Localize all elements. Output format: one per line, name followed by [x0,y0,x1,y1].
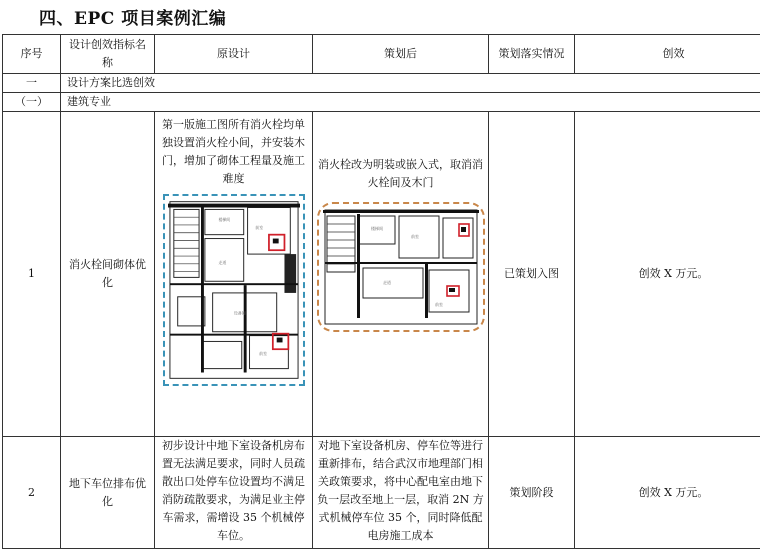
row-after: 对地下室设备机房、停车位等进行重新排布，结合武汉市地理部门相关政策要求，将中心配电室由地下负一层改至地上一层，取消 2N 方式机械停车位 35 个，同时降低配电房施工成本 [313,437,489,549]
header-original: 原设计 [155,35,313,74]
svg-text:前室: 前室 [255,225,263,230]
svg-text:前室: 前室 [435,301,443,307]
after-drawing [317,202,485,332]
section-row-2 [3,93,760,112]
svg-text:前室: 前室 [411,233,419,239]
after-text: 消火栓改为明装或嵌入式，取消消火栓间及木门 [316,156,485,192]
table-row [3,437,760,549]
row-no: 1 [3,112,61,437]
after-cell [313,112,489,437]
table-row [3,112,760,437]
header-benefit: 创效 [575,35,760,74]
svg-text:设备间: 设备间 [234,310,246,315]
original-drawing [163,194,305,386]
header-row [3,35,760,74]
svg-text:楼梯间: 楼梯间 [218,217,230,222]
subsection-label: 建筑专业 [61,93,760,112]
original-text: 第一版施工图所有消火栓均单独设置消火栓小间，并安装木门，增加了砌体工程量及施工难度 [158,114,309,188]
header-status: 策划落实情况 [489,35,575,74]
row-benefit: 创效 X 万元。 [575,112,760,437]
row-no: 2 [3,437,61,549]
row-status: 已策划入图 [489,112,575,437]
svg-text:走道: 走道 [218,260,226,265]
floor-plan-after-image [323,208,479,326]
header-after: 策划后 [313,35,489,74]
svg-text:楼梯间: 楼梯间 [371,225,383,231]
case-table [2,34,760,549]
header-name: 设计创效指标名称 [61,35,155,74]
subsection-no: （一） [3,93,61,112]
document-heading: 四、EPC 项目案例汇编 [39,4,226,29]
header-no: 序号 [3,35,61,74]
section-row-1 [3,74,760,93]
section-label: 设计方案比选创效 [61,74,760,93]
row-benefit: 创效 X 万元。 [575,437,760,549]
original-cell [155,112,313,437]
floor-plan-before-image [168,199,300,381]
row-original: 初步设计中地下室设备机房布置无法满足要求，同时人员疏散出口处停车位设置均不满足消防疏散要求，为满足业主停车需求，需增设 35 个机械停车位。 [155,437,313,549]
row-status: 策划阶段 [489,437,575,549]
row-name: 消火栓间砌体优化 [61,112,155,437]
row-name: 地下车位排布优化 [61,437,155,549]
section-no: 一 [3,74,61,93]
svg-text:前室: 前室 [259,351,267,356]
svg-text:走道: 走道 [383,279,391,285]
